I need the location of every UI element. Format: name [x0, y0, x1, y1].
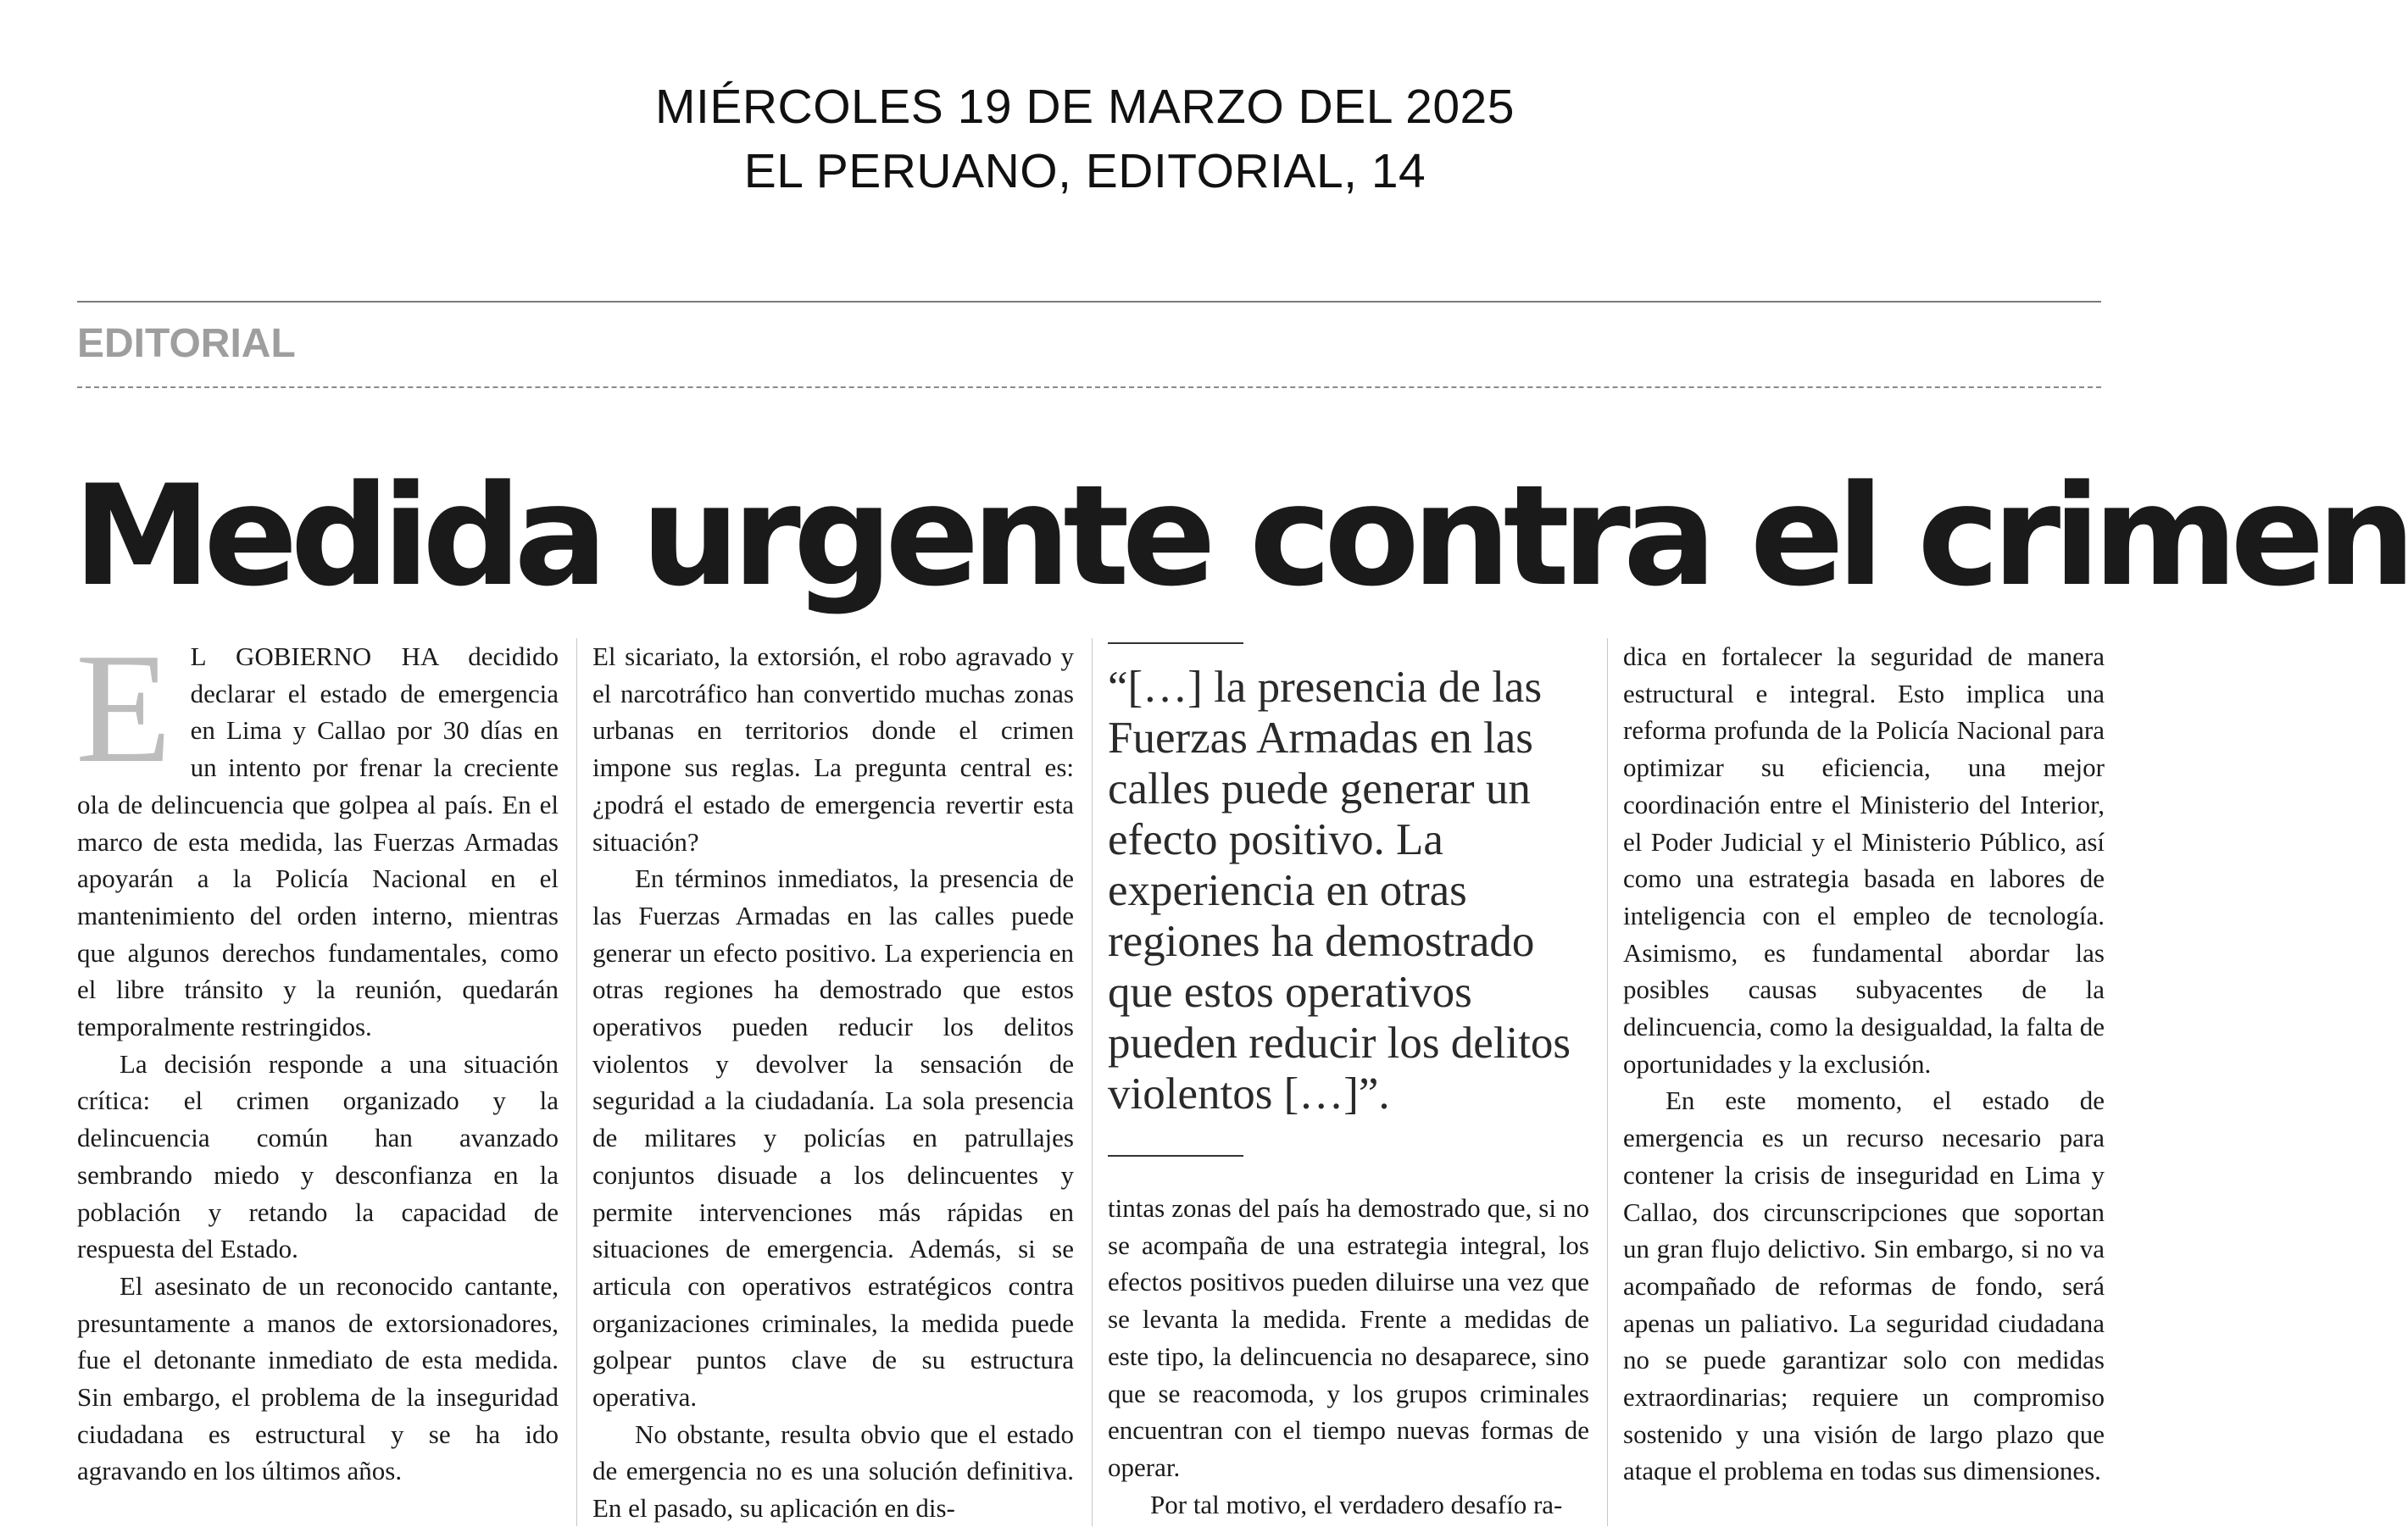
article-paragraph: En este momento, el estado de emergencia es un recurso necesario para contener la crisis de inseguridad en Lima y Callao, dos circunscripciones que soportan un gran flujo delictivo. Sin embargo, si no va acompañado de reformas de fondo, será apenas un paliativo. La seguridad ciudadana no se puede garantizar solo con medidas extraordinarias; requiere un compromiso sostenido y una visión de largo plazo que ataque el problema en todas sus dimensiones. — [1623, 1086, 2105, 1486]
column-divider — [1092, 638, 1093, 1526]
article-paragraph: La decisión responde a una situación crítica: el crimen organizado y la delincuencia común han avanzado sembrando miedo y desconfianza en la población y retando la capacidad de respuesta del Estado. — [77, 1048, 559, 1264]
paragraph-text: L GOBIERNO HA decidido declarar el estado de emergencia en Lima y Callao por 30 días en un intento por frenar la creciente ola de delincuencia que golpea al país. En el marco de esta medida, las Fuerzas Armadas apoyarán a la Policía Nacional en el mantenimiento del orden interno, mientras que algunos derechos fundamentales, como el libre tránsito y la reunión, quedarán temporalmente restringidos. — [77, 641, 559, 1042]
column-3-text — [1108, 1190, 1589, 1523]
article-paragraph: dica en fortalecer la seguridad de manera estructural e integral. Esto implica una reforma profunda de la Policía Nacional para optimizar su eficiencia, una mejor coordinación entre el Ministerio del Interior, el Poder Judicial y el Ministerio Público, así como una estrategia basada en labores de inteligencia con el empleo de tecnología. Asimismo, es fundamental abordar las posibles causas subyacentes de la delincuencia, como la desigualdad, la falta de oportunidades y la exclusión. — [1623, 641, 2105, 1079]
article-paragraph — [75, 621, 559, 1046]
page-header — [0, 75, 2170, 203]
quote-rule-top — [1108, 642, 1243, 644]
quote-rule-bottom — [1108, 1155, 1243, 1157]
pull-quote: “[…] la presencia de las Fuerzas Armadas en las calles puede generar un efecto positivo. La experiencia en otras regiones ha demostrado que estos operativos pueden reducir los delitos violentos […]”. — [1108, 663, 1571, 1119]
article-paragraph: tintas zonas del país ha demostrado que, si no se acompaña de una estrategia integral, los efectos positivos pueden diluirse una vez que se levanta la medida. Frente a medidas de este tipo, la delincuencia no desaparece, sino que se reacomoda, y los grupos criminales encuentran con el tiempo nuevas formas de operar. — [1108, 1193, 1589, 1482]
article-column-1 — [75, 621, 559, 1490]
article-column-4 — [1623, 638, 2105, 1490]
article-paragraph: En términos inmediatos, la presencia de las Fuerzas Armadas en las calles puede generar un efecto positivo. La experiencia en otras regiones ha demostrado que estos operativos pueden reducir los delitos violentos y devolver la sensación de seguridad a la ciudadanía. La sola presencia de militares y policías en patrullajes conjuntos disuade a los delincuentes y permite intervenciones más rápidas en situaciones de emergencia. Además, si se articula con operativos estratégicos contra organizaciones criminales, la medida puede golpear puntos clave de su estructura operativa. — [592, 863, 1074, 1413]
column-divider — [576, 638, 577, 1526]
article-column-2 — [592, 638, 1074, 1527]
headline: Medida urgente contra el crimen — [73, 455, 2408, 617]
article-paragraph: Por tal motivo, el verdadero desafío ra- — [1150, 1489, 1563, 1519]
dashed-rule — [77, 386, 2101, 388]
section-label: EDITORIAL — [77, 321, 296, 366]
top-rule — [77, 301, 2101, 303]
source-line: EL PERUANO, EDITORIAL, 14 — [743, 144, 1426, 198]
drop-cap: E — [75, 621, 172, 796]
article-paragraph: No obstante, resulta obvio que el estado de emergencia no es una solución definitiva. En el pasado, su aplicación en dis- — [592, 1419, 1074, 1524]
date-line: MIÉRCOLES 19 DE MARZO DEL 2025 — [655, 80, 1515, 134]
column-divider — [1607, 638, 1608, 1526]
article-paragraph: El asesinato de un reconocido cantante, presuntamente a manos de extorsionadores, fue el detonante inmediato de esta medida. Sin embargo, el problema de la inseguridad ciudadana es estructural y se ha ido agravando en los últimos años. — [77, 1270, 559, 1486]
article-paragraph: El sicariato, la extorsión, el robo agravado y el narcotráfico han convertido muchas zonas urbanas en territorios donde el crimen impone sus reglas. La pregunta central es: ¿podrá el estado de emergencia revertir esta situación? — [592, 641, 1074, 857]
